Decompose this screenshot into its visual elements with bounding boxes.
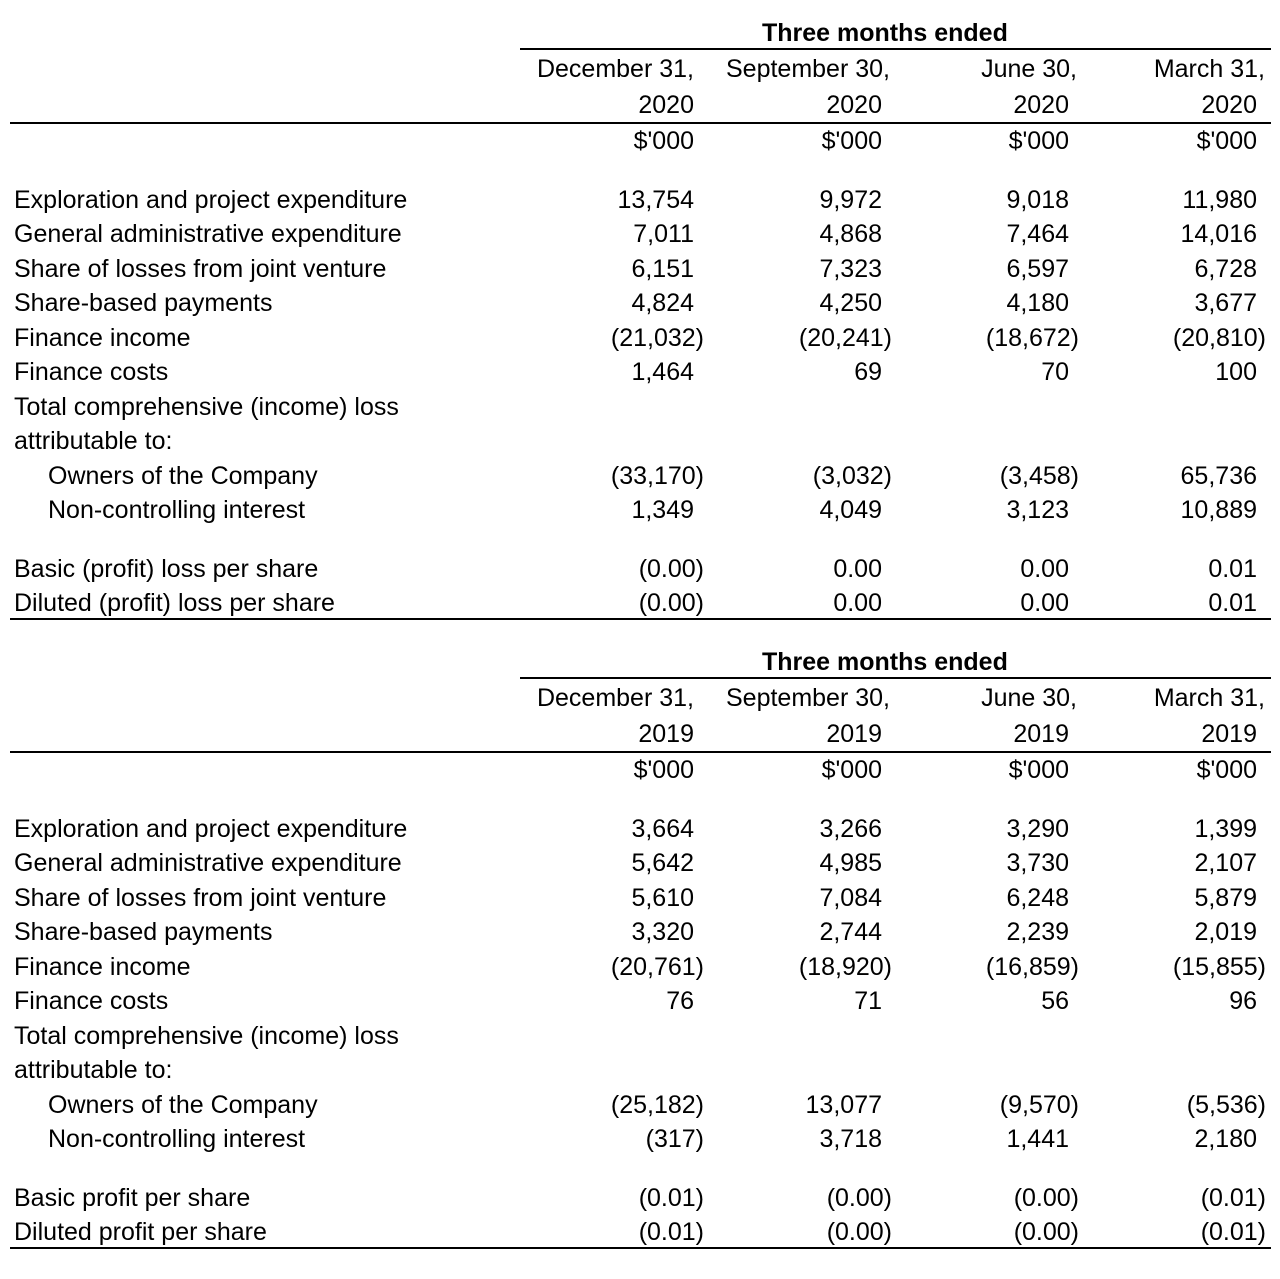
cell: 76 — [666, 987, 694, 1015]
col-jun-line1: June 30, — [981, 55, 1077, 83]
cell: 4,985 — [819, 849, 882, 877]
cell: 2,180 — [1194, 1125, 1257, 1153]
col-sep-year: 2020 — [826, 91, 882, 119]
cell: 0.01 — [1208, 555, 1257, 583]
col-jun-unit: $'000 — [1008, 756, 1069, 784]
col-sep-line1: September 30, — [726, 55, 890, 83]
cell: (20,761) — [610, 953, 704, 981]
cell: (3,032) — [812, 462, 892, 490]
cell: (9,570) — [999, 1091, 1079, 1119]
col-dec-line1: December 31, — [536, 684, 694, 712]
row-label-exploration: Exploration and project expenditure — [14, 815, 408, 843]
col-mar-year: 2020 — [1201, 91, 1257, 119]
row-label-general: General administrative expenditure — [14, 849, 402, 877]
cell: 4,049 — [819, 496, 882, 524]
cell: 71 — [854, 987, 882, 1015]
cell: 6,151 — [631, 255, 694, 283]
cell: 13,754 — [617, 186, 694, 214]
row-label-share-payments: Share-based payments — [14, 289, 273, 317]
cell: 0.00 — [833, 589, 882, 617]
col-mar-year: 2019 — [1201, 720, 1257, 748]
header-underline — [520, 48, 1271, 50]
cell: (33,170) — [610, 462, 704, 490]
cell: 0.01 — [1208, 589, 1257, 617]
row-label-nci: Non-controlling interest — [48, 496, 306, 524]
cell: (0.00) — [1013, 1184, 1079, 1212]
row-label-total-1: Total comprehensive (income) loss — [14, 393, 399, 421]
cell: 4,868 — [819, 220, 882, 248]
row-label-total-1: Total comprehensive (income) loss — [14, 1022, 399, 1050]
cell: 3,718 — [819, 1125, 882, 1153]
row-label-finance-income: Finance income — [14, 953, 191, 981]
cell: 5,879 — [1194, 884, 1257, 912]
cell: 7,084 — [819, 884, 882, 912]
cell: 7,011 — [633, 220, 694, 248]
cell: 13,077 — [805, 1091, 882, 1119]
row-label-basic: Basic (profit) loss per share — [14, 555, 319, 583]
cell: 7,464 — [1006, 220, 1069, 248]
cell: 1,349 — [631, 496, 694, 524]
col-dec-line1: December 31, — [536, 55, 694, 83]
col-jun-year: 2020 — [1013, 91, 1069, 119]
cell: (0.00) — [1013, 1218, 1079, 1246]
col-sep-line1: September 30, — [726, 684, 890, 712]
cell: (317) — [645, 1125, 704, 1153]
cell: 0.00 — [833, 555, 882, 583]
row-label-finance-income: Finance income — [14, 324, 191, 352]
row-label-owners: Owners of the Company — [48, 462, 318, 490]
col-sep-unit: $'000 — [821, 127, 882, 155]
cell: 5,610 — [631, 884, 694, 912]
table-header: Three months ended — [762, 648, 1008, 676]
cell: 3,730 — [1006, 849, 1069, 877]
cell: 1,464 — [631, 358, 694, 386]
cell: 6,597 — [1006, 255, 1069, 283]
col-dec-year: 2020 — [638, 91, 694, 119]
row-label-diluted: Diluted (profit) loss per share — [14, 589, 335, 617]
row-label-share-losses: Share of losses from joint venture — [14, 884, 387, 912]
cell: 6,248 — [1006, 884, 1069, 912]
cell: (18,672) — [985, 324, 1079, 352]
cell: 3,320 — [631, 918, 694, 946]
col-sep-unit: $'000 — [821, 756, 882, 784]
cell: 9,018 — [1006, 186, 1069, 214]
table-bottom-rule — [10, 618, 1271, 620]
table-header: Three months ended — [762, 19, 1008, 47]
cell: (18,920) — [798, 953, 892, 981]
col-mar-unit: $'000 — [1196, 756, 1257, 784]
cell: (0.00) — [826, 1218, 892, 1246]
cell: 4,180 — [1006, 289, 1069, 317]
col-jun-unit: $'000 — [1008, 127, 1069, 155]
col-mar-line1: March 31, — [1153, 684, 1265, 712]
cell: (15,855) — [1172, 953, 1266, 981]
cell: (0.00) — [638, 589, 704, 617]
cell: (5,536) — [1186, 1091, 1266, 1119]
col-jun-year: 2019 — [1013, 720, 1069, 748]
cell: 10,889 — [1180, 496, 1257, 524]
cell: (0.01) — [1200, 1184, 1266, 1212]
cell: 3,664 — [631, 815, 694, 843]
cell: (20,810) — [1172, 324, 1266, 352]
row-label-nci: Non-controlling interest — [48, 1125, 306, 1153]
cell: 3,290 — [1006, 815, 1069, 843]
cell: 7,323 — [819, 255, 882, 283]
cell: 2,019 — [1194, 918, 1257, 946]
cell: 3,123 — [1006, 496, 1069, 524]
col-sep-year: 2019 — [826, 720, 882, 748]
cell: 5,642 — [631, 849, 694, 877]
row-label-total-2: attributable to: — [14, 427, 173, 455]
cell: 2,239 — [1006, 918, 1069, 946]
col-mar-unit: $'000 — [1196, 127, 1257, 155]
cell: 6,728 — [1194, 255, 1257, 283]
row-label-total-2: attributable to: — [14, 1056, 173, 1084]
cell: 100 — [1215, 358, 1257, 386]
cell: 69 — [854, 358, 882, 386]
cell: 14,016 — [1180, 220, 1257, 248]
col-dec-unit: $'000 — [633, 127, 694, 155]
table-bottom-rule — [10, 1247, 1271, 1249]
cell: 1,399 — [1194, 815, 1257, 843]
cell: 3,266 — [819, 815, 882, 843]
col-dec-year: 2019 — [638, 720, 694, 748]
cell: 0.00 — [1020, 589, 1069, 617]
cell: (0.01) — [638, 1218, 704, 1246]
header-underline — [520, 677, 1271, 679]
cell: (0.00) — [826, 1184, 892, 1212]
cell: (25,182) — [610, 1091, 704, 1119]
cell: (3,458) — [999, 462, 1079, 490]
cell: 70 — [1041, 358, 1069, 386]
row-label-general: General administrative expenditure — [14, 220, 402, 248]
col-jun-line1: June 30, — [981, 684, 1077, 712]
row-label-diluted: Diluted profit per share — [14, 1218, 267, 1246]
cell: (0.01) — [1200, 1218, 1266, 1246]
row-label-basic: Basic profit per share — [14, 1184, 251, 1212]
row-label-finance-costs: Finance costs — [14, 987, 169, 1015]
cell: (20,241) — [798, 324, 892, 352]
cell: 2,107 — [1194, 849, 1257, 877]
row-label-exploration: Exploration and project expenditure — [14, 186, 408, 214]
cell: 56 — [1041, 987, 1069, 1015]
row-label-finance-costs: Finance costs — [14, 358, 169, 386]
cell: 96 — [1229, 987, 1257, 1015]
row-label-owners: Owners of the Company — [48, 1091, 318, 1119]
cell: 4,824 — [631, 289, 694, 317]
cell: (21,032) — [610, 324, 704, 352]
row-label-share-losses: Share of losses from joint venture — [14, 255, 387, 283]
cell: 11,980 — [1182, 186, 1257, 214]
cell: 65,736 — [1180, 462, 1257, 490]
cell: 9,972 — [819, 186, 882, 214]
row-label-share-payments: Share-based payments — [14, 918, 273, 946]
cell: 2,744 — [819, 918, 882, 946]
cell: 3,677 — [1194, 289, 1257, 317]
cell: 0.00 — [1020, 555, 1069, 583]
cell: (0.01) — [638, 1184, 704, 1212]
cell: 4,250 — [819, 289, 882, 317]
col-mar-line1: March 31, — [1153, 55, 1265, 83]
col-dec-unit: $'000 — [633, 756, 694, 784]
cell: (16,859) — [985, 953, 1079, 981]
cell: 1,441 — [1006, 1125, 1069, 1153]
cell: (0.00) — [638, 555, 704, 583]
